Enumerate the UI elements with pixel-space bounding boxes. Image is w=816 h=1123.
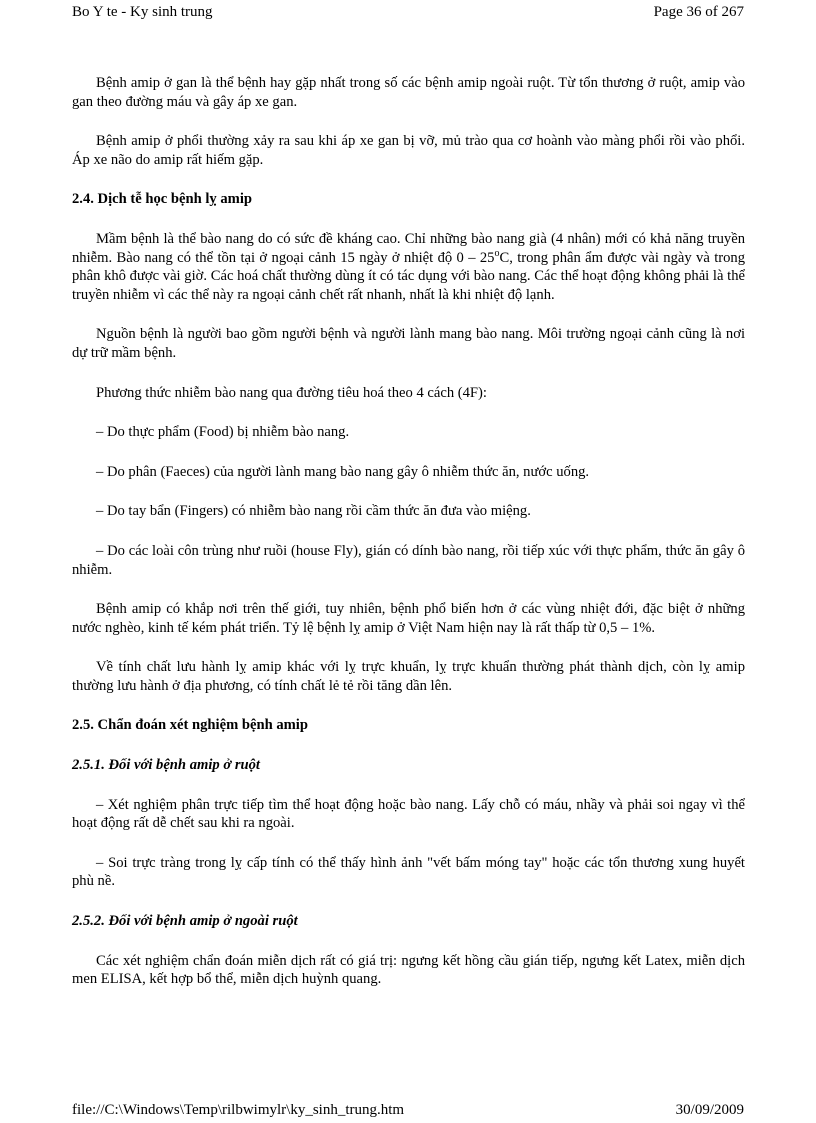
document-body [72, 74, 745, 1010]
paragraph-liver-amoebiasis: Bệnh amip ở gan là thể bệnh hay gặp nhất trong số các bệnh amip ngoài ruột. Từ tổn thương ở ruột, amip vào gan theo đường máu và gây áp xe gan. [72, 75, 745, 110]
subsection-heading-intestinal: 2.5.1. Đối với bệnh amip ở ruột [72, 757, 260, 774]
paragraph-transmission: Phương thức nhiễm bào nang qua đường tiêu hoá theo 4 cách (4F): [96, 384, 487, 401]
subsection-heading-extraintestinal: 2.5.2. Đối với bệnh amip ở ngoài ruột [72, 913, 298, 930]
paragraph-pathogen-part2: C, trong phân ẩm được vài ngày và trong phân khô được vài giờ. Các hoá chất thường dùng ít có tác dụng với bào nang. Các thể hoạt động không phải là thể truyền nhiễm vì các thể này ra ngoại cảnh chết rất nhanh, nhất là khi nhiệt độ lạnh. [72, 249, 745, 303]
section-heading-diagnosis: 2.5. Chẩn đoán xét nghiệm bệnh amip [72, 717, 308, 734]
page-number: Page 36 of 267 [653, 3, 744, 20]
degree-superscript: o [494, 247, 500, 259]
list-item-food: – Do thực phẩm (Food) bị nhiễm bào nang. [96, 424, 350, 441]
paragraph-stool-test: – Xét nghiệm phân trực tiếp tìm thể hoạt động hoặc bào nang. Lấy chỗ có máu, nhầy và phải soi ngay vì thể hoạt động rất dễ chết sau khi ra ngoài. [72, 796, 745, 832]
list-item-faeces: – Do phân (Faeces) của người lành mang bào nang gây ô nhiễm thức ăn, nước uống. [96, 463, 590, 480]
paragraph-prevalence: Về tính chất lưu hành lỵ amip khác với lỵ trực khuẩn, lỵ trực khuẩn thường phát thành dịch, còn lỵ amip thường lưu hành ở địa phương, có tính chất lẻ tẻ rồi tăng dần lên. [72, 659, 745, 694]
page-footer [72, 1100, 744, 1120]
list-item-fingers: – Do tay bẩn (Fingers) có nhiễm bào nang rồi cầm thức ăn đưa vào miệng. [96, 503, 531, 520]
paragraph-source: Nguồn bệnh là người bao gồm người bệnh và người lành mang bào nang. Môi trường ngoại cảnh cũng là nơi dự trữ mầm bệnh. [72, 326, 745, 361]
page-header [72, 2, 744, 22]
paragraph-distribution: Bệnh amip có khắp nơi trên thế giới, tuy nhiên, bệnh phổ biến hơn ở các vùng nhiệt đới, đặc biệt ở những nước nghèo, kinh tế kém phát triển. Tỷ lệ bệnh lỵ amip ở Việt Nam hiện nay là rất thấp từ 0,5 – 1%. [72, 601, 745, 636]
document-title: Bo Y te - Ky sinh trung [72, 3, 213, 20]
section-heading-epidemiology: 2.4. Dịch tễ học bệnh lỵ amip [72, 191, 252, 208]
paragraph-rectoscopy: – Soi trực tràng trong lỵ cấp tính có thể thấy hình ảnh "vết bấm móng tay" hoặc các tổn thương xung huyết phù nề. [72, 854, 745, 890]
file-path: file://C:\Windows\Temp\rilbwimylr\ky_sinh_trung.htm [72, 1101, 405, 1118]
list-item-fly: – Do các loài côn trùng như ruồi (house Fly), gián có dính bào nang, rồi tiếp xúc với thực phẩm, thức ăn gây ô nhiễm. [72, 542, 745, 578]
paragraph-immunology-tests: Các xét nghiệm chẩn đoán miễn dịch rất có giá trị: ngưng kết hồng cầu gián tiếp, ngưng kết Latex, miễn dịch men ELISA, kết hợp bổ thể, miễn dịch huỳnh quang. [72, 952, 745, 988]
paragraph-pathogen [72, 230, 745, 304]
paragraph-lung-amoebiasis: Bệnh amip ở phổi thường xảy ra sau khi áp xe gan bị vỡ, mủ trào qua cơ hoành vào màng phổi rồi vào phổi. Áp xe não do amip rất hiếm gặp. [72, 133, 745, 168]
paragraph-pathogen-part1: Mầm bệnh là thể bào nang do có sức đề kháng cao. Chỉ những bào nang già (4 nhân) mới có khả năng truyền nhiễm. Bào nang có thể tồn tại ở ngoại cảnh 15 ngày ở nhiệt độ 0 – 25 [72, 230, 745, 266]
print-date: 30/09/2009 [675, 1101, 744, 1118]
